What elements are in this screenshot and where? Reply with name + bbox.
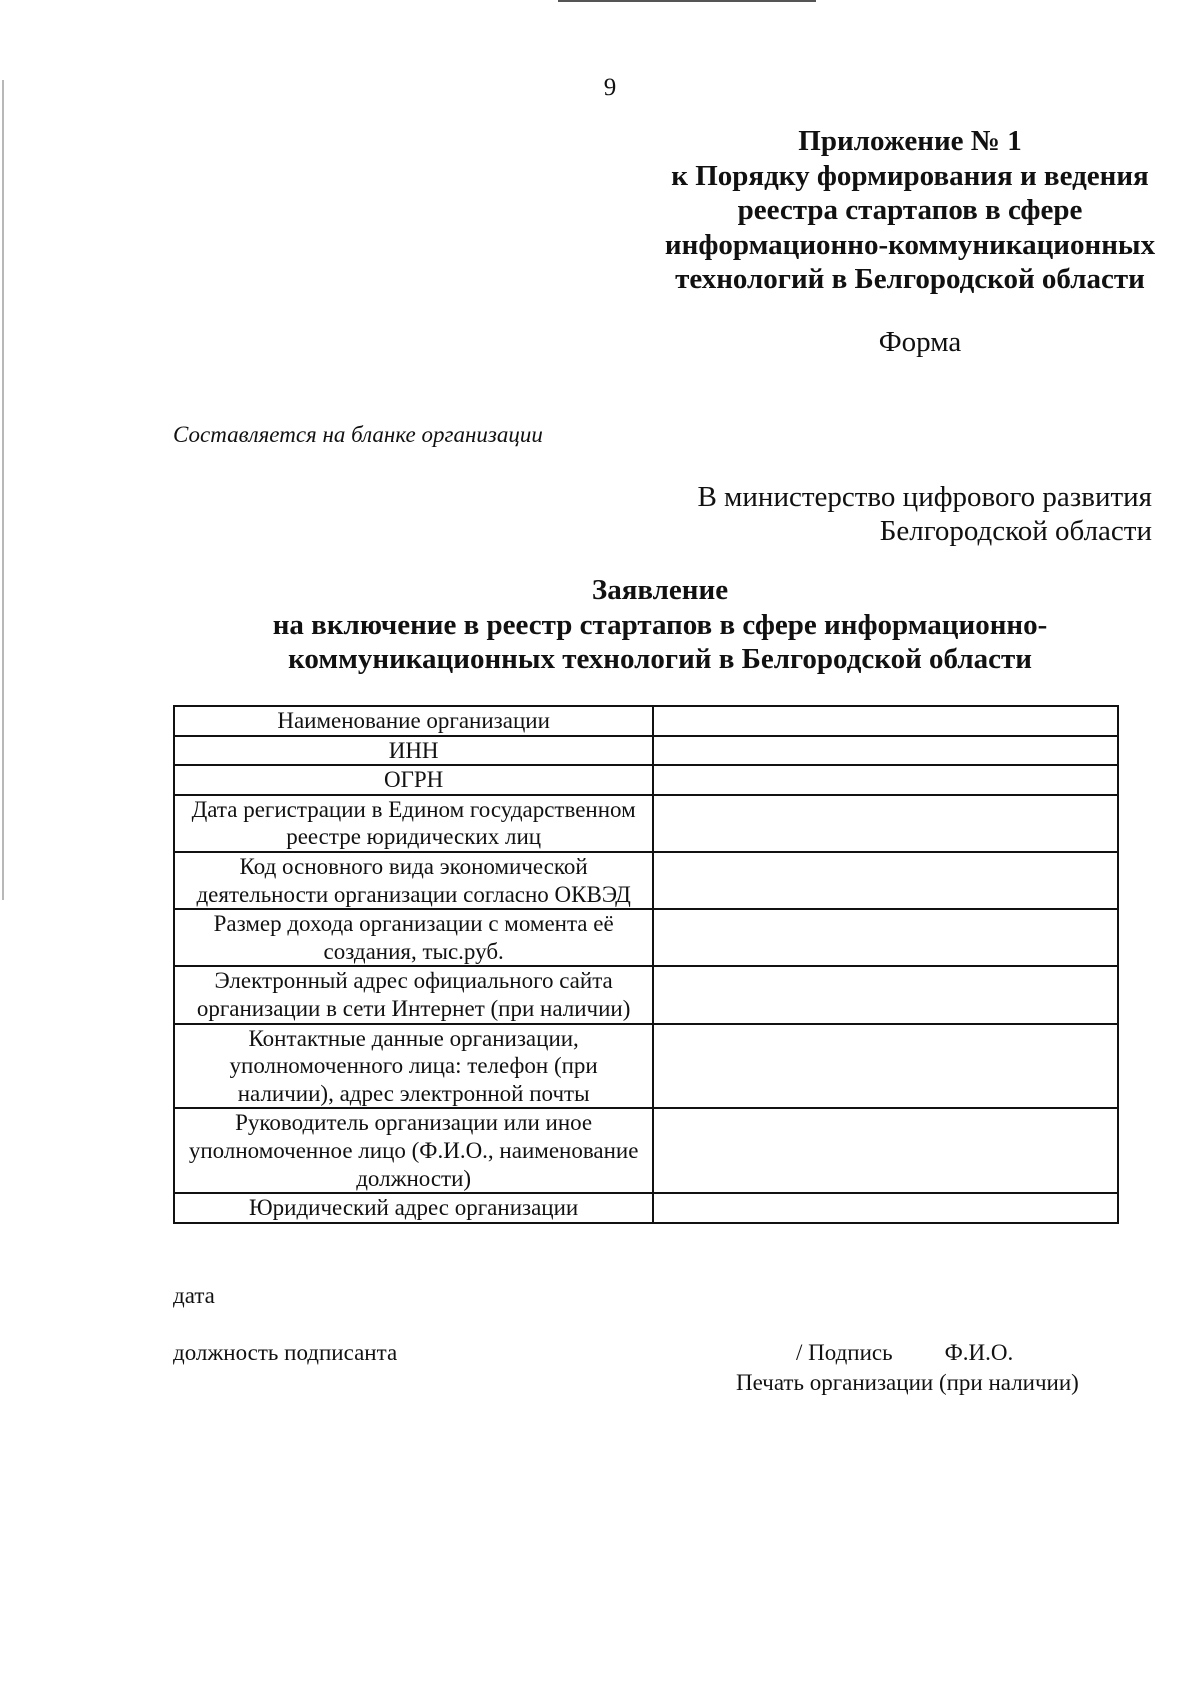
annex-line: к Порядку формирования и ведения [671, 159, 1149, 192]
annex-line: технологий в Белгородской области [675, 263, 1145, 296]
annex-line: Приложение № 1 [798, 125, 1022, 157]
form-label: Форма [878, 326, 962, 358]
stamp-label: Печать организации (при наличии) [736, 1370, 1079, 1395]
document-title [170, 573, 1150, 677]
addressee-line: Белгородской области [879, 515, 1152, 547]
title-line: коммуникационных технологий в Белгородской области [288, 643, 1032, 676]
signer-position-label: должность подписанта [173, 1340, 398, 1365]
table-row [174, 706, 1118, 736]
letterhead-note: Составляется на бланке организации [173, 422, 543, 447]
table-row [174, 966, 1118, 1023]
row-label: ОГРН [174, 765, 653, 795]
row-value-field[interactable] [653, 736, 1118, 766]
scan-edge [2, 80, 4, 900]
table-row [174, 736, 1118, 766]
top-rule [558, 0, 816, 2]
row-label: Наименование организации [174, 706, 653, 736]
addressee-line: В министерство цифрового развития [697, 481, 1152, 513]
table-row [174, 1193, 1118, 1223]
table-row [174, 795, 1118, 852]
row-value-field[interactable] [653, 1193, 1118, 1223]
row-label: Юридический адрес организации [174, 1193, 653, 1223]
annex-line: информационно-коммуникационных [664, 228, 1156, 261]
row-label: Размер дохода организации с момента её создания, тыс.руб. [174, 909, 653, 966]
table-row [174, 765, 1118, 795]
page-number: 9 [603, 74, 617, 101]
row-value-field[interactable] [653, 1024, 1118, 1109]
addressee [600, 480, 1152, 548]
row-value-field[interactable] [653, 852, 1118, 909]
row-label: Код основного вида экономической деятельности организации согласно ОКВЭД [174, 852, 653, 909]
row-value-field[interactable] [653, 909, 1118, 966]
table-row [174, 909, 1118, 966]
row-value-field[interactable] [653, 706, 1118, 736]
row-label: ИНН [174, 736, 653, 766]
title-line: Заявление [591, 574, 729, 606]
table-row [174, 1024, 1118, 1109]
table-row [174, 852, 1118, 909]
row-label: Дата регистрации в Едином государственном реестре юридических лиц [174, 795, 653, 852]
row-value-field[interactable] [653, 795, 1118, 852]
row-value-field[interactable] [653, 765, 1118, 795]
annex-header [640, 124, 1180, 297]
row-label: Руководитель организации или иное уполномоченное лицо (Ф.И.О., наименование должности) [174, 1108, 653, 1193]
table-row [174, 1108, 1118, 1193]
signature-block [796, 1340, 1013, 1366]
signature-label: / Подпись [796, 1340, 893, 1365]
date-label: дата [173, 1283, 215, 1308]
title-line: на включение в реестр стартапов в сфере информационно- [272, 608, 1048, 641]
annex-line: реестра стартапов в сфере [737, 194, 1083, 227]
row-label: Контактные данные организации, уполномоченного лица: телефон (при наличии), адрес электронной почты [174, 1024, 653, 1109]
fio-label: Ф.И.О. [944, 1340, 1014, 1365]
application-form-table [173, 705, 1119, 1224]
row-label: Электронный адрес официального сайта организации в сети Интернет (при наличии) [174, 966, 653, 1023]
row-value-field[interactable] [653, 1108, 1118, 1193]
row-value-field[interactable] [653, 966, 1118, 1023]
